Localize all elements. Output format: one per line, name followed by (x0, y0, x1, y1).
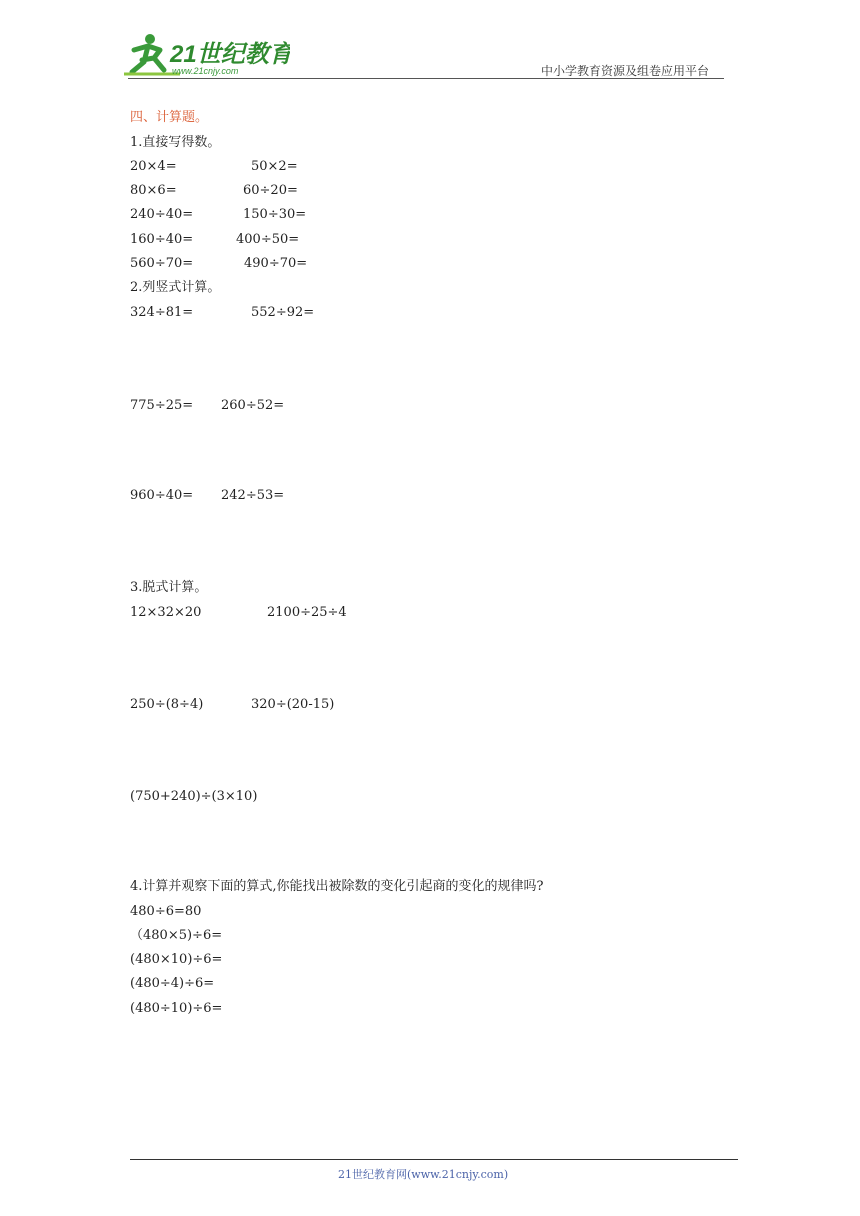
svg-text:www.21cnjy.com: www.21cnjy.com (172, 66, 239, 76)
platform-name: 中小学教育资源及组卷应用平台 (541, 64, 710, 78)
q2-item: 775÷25= (130, 398, 194, 413)
q1-item: 80×6= (130, 183, 177, 198)
q4-line: 480÷6=80 (130, 904, 202, 919)
q3-item: (750+240)÷(3×10) (130, 789, 258, 804)
q3-item: 2100÷25÷4 (267, 605, 347, 620)
q1-item: 400÷50= (236, 232, 300, 247)
q4-line: (480÷10)÷6= (130, 1001, 223, 1016)
site-logo (120, 30, 290, 80)
header-divider (128, 78, 724, 79)
q1-item: 160÷40= (130, 232, 194, 247)
q4-line: (480×10)÷6= (130, 952, 223, 967)
q4-line: (480÷4)÷6= (130, 976, 215, 991)
q1-item: 150÷30= (243, 207, 307, 222)
runner-logo-icon (120, 30, 290, 80)
q1-item: 240÷40= (130, 207, 194, 222)
q3-item: 12×32×20 (130, 605, 202, 620)
question-4-title: 4.计算并观察下面的算式,你能找出被除数的变化引起商的变化的规律吗? (130, 879, 544, 894)
q2-item: 552÷92= (251, 305, 315, 320)
q2-item: 324÷81= (130, 305, 194, 320)
footer-link[interactable]: 21世纪教育网(www.21cnjy.com) (338, 1168, 509, 1181)
q2-item: 960÷40= (130, 488, 194, 503)
question-2-title: 2.列竖式计算。 (130, 280, 221, 295)
q1-item: 20×4= (130, 159, 177, 174)
q1-item: 50×2= (251, 159, 298, 174)
q2-item: 260÷52= (221, 398, 285, 413)
q1-item: 60÷20= (243, 183, 298, 198)
q1-item: 490÷70= (244, 256, 308, 271)
q3-item: 250÷(8÷4) (130, 697, 204, 712)
question-3-title: 3.脱式计算。 (130, 580, 208, 595)
q2-item: 242÷53= (221, 488, 285, 503)
section-title: 四、计算题。 (130, 110, 209, 125)
q1-item: 560÷70= (130, 256, 194, 271)
q4-line: （480×5)÷6= (130, 928, 223, 943)
q3-item: 320÷(20-15) (251, 697, 335, 712)
svg-text:21世纪教育: 21世纪教育 (170, 41, 290, 68)
footer-divider (130, 1159, 738, 1160)
question-1-title: 1.直接写得数。 (130, 135, 221, 150)
